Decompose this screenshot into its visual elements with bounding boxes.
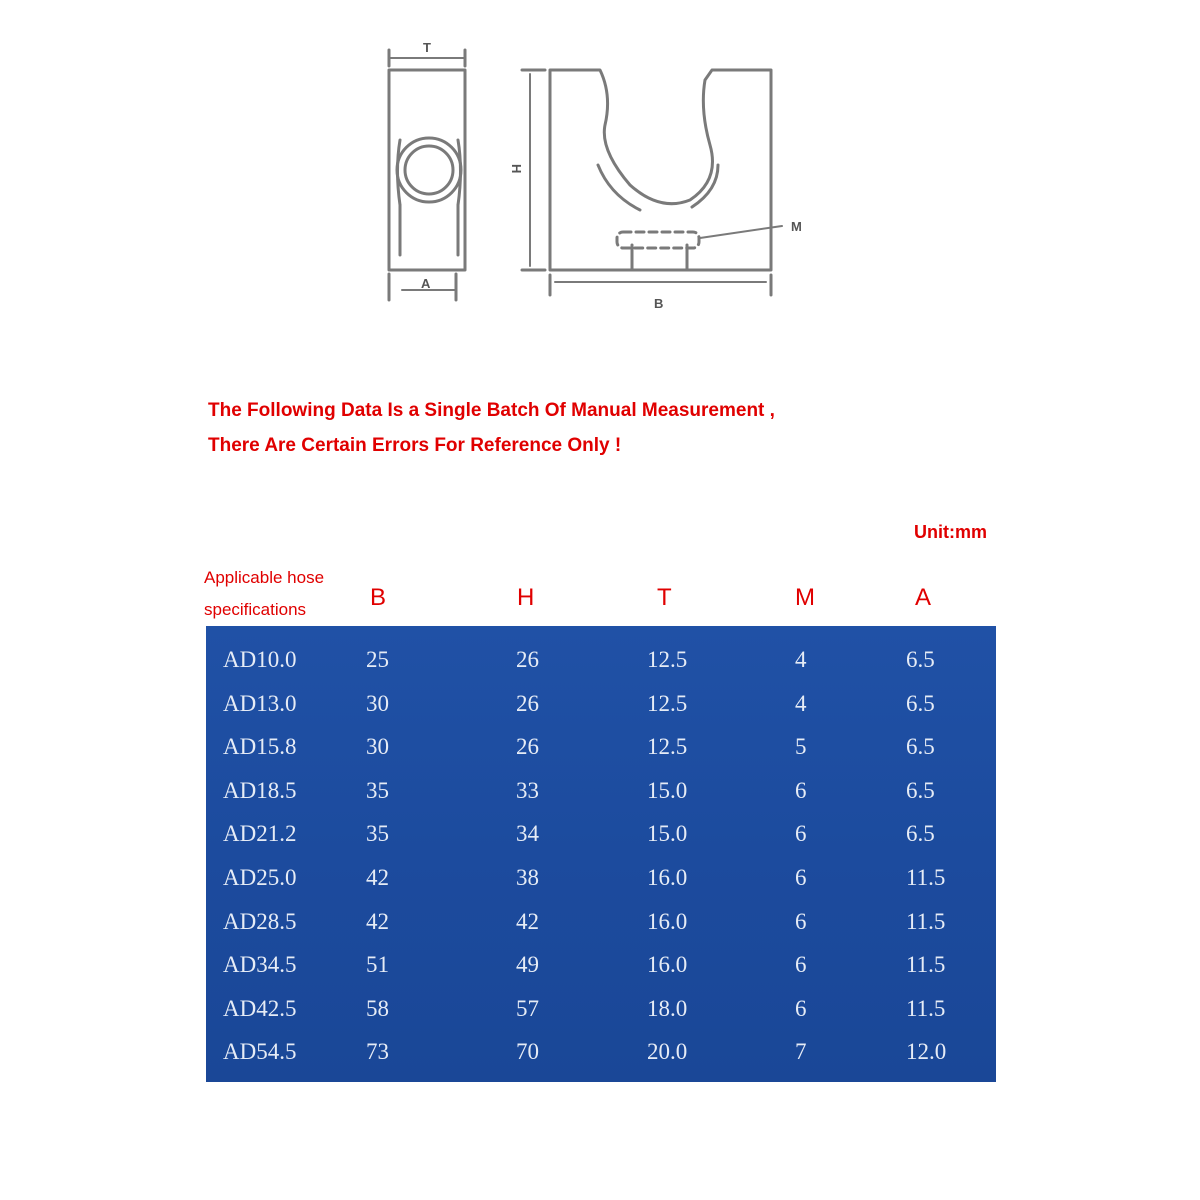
table-cell-a: 11.5 [906, 909, 946, 934]
table-cell-b: 58 [366, 996, 389, 1021]
table-row [206, 725, 996, 769]
table-cell-a: 6.5 [906, 734, 935, 759]
table-cell-a: 6.5 [906, 778, 935, 803]
table-cell-t: 12.5 [647, 734, 688, 759]
table-cell-a: 12.0 [906, 1039, 947, 1064]
table-cell-h: 26 [516, 647, 539, 672]
table-row [206, 900, 996, 944]
dimensions-table [206, 626, 996, 1082]
column-header-b: B [370, 584, 387, 611]
table-cell-t: 16.0 [647, 909, 688, 934]
table-cell-h: 42 [516, 909, 539, 934]
table-cell-b: 51 [366, 952, 389, 977]
table-row [206, 987, 996, 1031]
table-cell-t: 20.0 [647, 1039, 688, 1064]
spec-header-line-1: Applicable hose [204, 568, 325, 587]
table-cell-a: 11.5 [906, 865, 946, 890]
table-cell-spec: AD25.0 [223, 865, 297, 890]
table-cell-t: 12.5 [647, 691, 688, 716]
measurement-notice-line-2: There Are Certain Errors For Reference Only ! [208, 435, 622, 456]
table-cell-b: 25 [366, 647, 389, 672]
spec-header-line-2: specifications [204, 600, 307, 619]
dimension-label-m: M [791, 219, 802, 234]
table-cell-h: 38 [516, 865, 539, 890]
column-header-h: H [517, 584, 535, 611]
table-cell-spec: AD34.5 [223, 952, 297, 977]
dimension-label-h: H [509, 164, 524, 174]
table-row [206, 1030, 996, 1074]
table-cell-m: 4 [795, 691, 807, 716]
spec-column-header [204, 562, 324, 626]
table-cell-t: 18.0 [647, 996, 688, 1021]
table-cell-t: 16.0 [647, 952, 688, 977]
dimension-label-t: T [423, 40, 431, 55]
table-row [206, 769, 996, 813]
table-cell-a: 11.5 [906, 952, 946, 977]
unit-label: Unit:mm [914, 522, 987, 542]
table-cell-spec: AD28.5 [223, 909, 297, 934]
table-row [206, 812, 996, 856]
clamp-technical-drawing [0, 0, 1200, 360]
table-cell-m: 6 [795, 909, 807, 934]
table-cell-a: 6.5 [906, 647, 935, 672]
table-row [206, 856, 996, 900]
table-cell-spec: AD13.0 [223, 691, 297, 716]
table-cell-h: 57 [516, 996, 539, 1021]
table-cell-b: 42 [366, 865, 389, 890]
table-cell-m: 6 [795, 952, 807, 977]
table-cell-b: 35 [366, 778, 389, 803]
measurement-notice-line-1: The Following Data Is a Single Batch Of Manual Measurement , [208, 400, 775, 421]
table-cell-h: 34 [516, 821, 539, 846]
dimension-label-a: A [421, 276, 431, 291]
side-view [389, 50, 465, 300]
table-cell-h: 26 [516, 691, 539, 716]
table-cell-m: 6 [795, 996, 807, 1021]
table-cell-spec: AD54.5 [223, 1039, 297, 1064]
table-cell-m: 4 [795, 647, 807, 672]
table-cell-m: 6 [795, 778, 807, 803]
table-cell-spec: AD15.8 [223, 734, 297, 759]
dimension-label-b: B [654, 296, 664, 311]
table-cell-h: 26 [516, 734, 539, 759]
table-cell-t: 12.5 [647, 647, 688, 672]
column-header-a: A [915, 584, 932, 611]
table-cell-spec: AD42.5 [223, 996, 297, 1021]
table-cell-h: 49 [516, 952, 539, 977]
table-cell-spec: AD18.5 [223, 778, 297, 803]
table-cell-t: 16.0 [647, 865, 688, 890]
table-row [206, 638, 996, 682]
table-row [206, 682, 996, 726]
column-header-t: T [657, 584, 672, 611]
table-cell-b: 35 [366, 821, 389, 846]
table-cell-h: 70 [516, 1039, 539, 1064]
table-cell-spec: AD10.0 [223, 647, 297, 672]
table-cell-h: 33 [516, 778, 539, 803]
table-cell-b: 30 [366, 734, 389, 759]
front-view [522, 70, 782, 295]
table-cell-b: 73 [366, 1039, 389, 1064]
column-header-m: M [795, 584, 815, 611]
table-row [206, 943, 996, 987]
table-cell-t: 15.0 [647, 778, 688, 803]
table-cell-a: 11.5 [906, 996, 946, 1021]
table-cell-a: 6.5 [906, 821, 935, 846]
table-cell-spec: AD21.2 [223, 821, 297, 846]
table-cell-a: 6.5 [906, 691, 935, 716]
table-cell-m: 5 [795, 734, 807, 759]
table-cell-m: 7 [795, 1039, 807, 1064]
table-cell-m: 6 [795, 821, 807, 846]
table-cell-b: 30 [366, 691, 389, 716]
table-cell-t: 15.0 [647, 821, 688, 846]
table-cell-m: 6 [795, 865, 807, 890]
table-cell-b: 42 [366, 909, 389, 934]
